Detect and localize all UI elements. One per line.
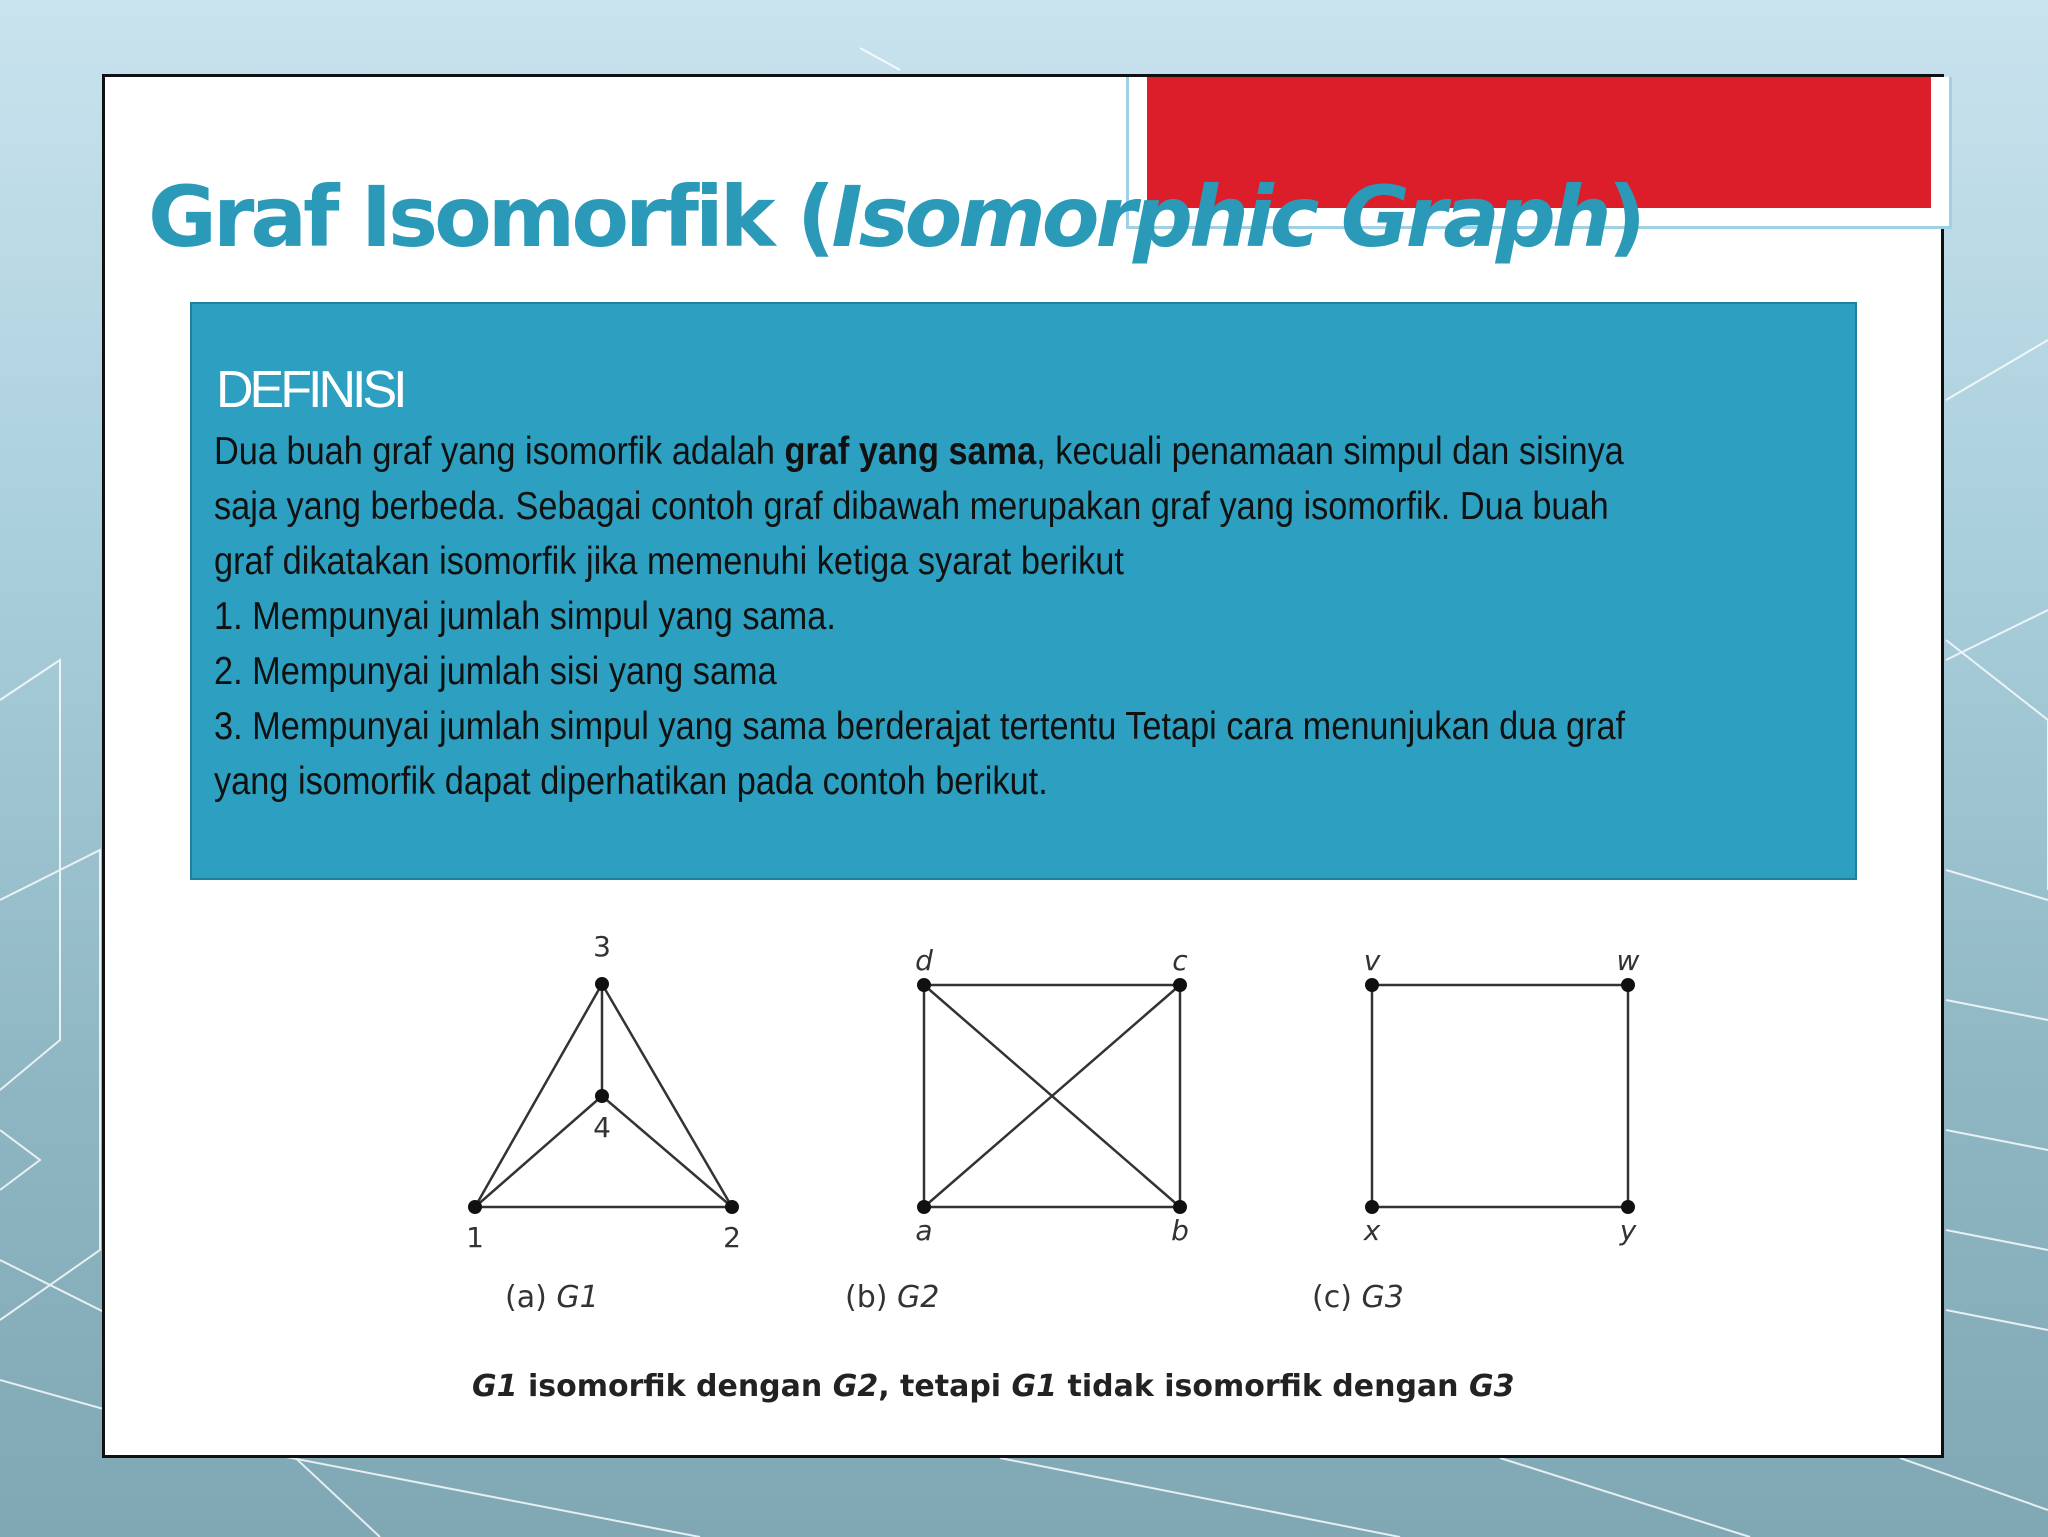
g1-label-3: 3 [593, 930, 611, 963]
g1-vertex-4 [595, 1089, 609, 1103]
g2-vertex-d [917, 978, 931, 992]
definition-line-1 [214, 424, 1622, 479]
definition-heading: DEFINISI [216, 361, 404, 419]
figure-caption: G1 isomorfik dengan G2, tetapi G1 tidak isomorfik dengan G3 [472, 1369, 1515, 1404]
g3-label-v: v [1363, 944, 1381, 977]
definition-box [190, 302, 1857, 880]
title-suffix: ) [1607, 168, 1643, 266]
definition-line-1-start: Dua buah graf yang isomorfik adalah [214, 430, 785, 473]
g3-vertex-w [1621, 978, 1635, 992]
g2-vertex-b [1173, 1200, 1187, 1214]
g1-vertex-2 [725, 1200, 739, 1214]
g1-edge-4-2 [602, 1096, 732, 1207]
graph-g1 [466, 930, 741, 1315]
g2-vertex-c [1173, 978, 1187, 992]
requirement-2: 2. Mempunyai jumlah sisi yang sama [214, 650, 777, 693]
g1-caption: (a) G1 [505, 1280, 599, 1315]
definition-text [214, 424, 1626, 809]
g3-vertex-y [1621, 1200, 1635, 1214]
g2-label-a: a [915, 1214, 933, 1247]
g1-vertex-1 [468, 1200, 482, 1214]
g2-caption: (b) G2 [845, 1280, 940, 1315]
graph-figure [400, 900, 1740, 1440]
g2-label-d: d [915, 944, 933, 977]
definition-line-1-end: , kecuali penamaan simpul dan sisinya [1036, 430, 1624, 473]
g3-label-y: y [1619, 1214, 1637, 1247]
g3-caption: (c) G3 [1312, 1280, 1404, 1315]
g1-label-1: 1 [466, 1221, 484, 1254]
graph-g2 [845, 944, 1189, 1315]
requirement-3-line-2: yang isomorfik dapat diperhatikan pada contoh berikut. [214, 760, 1048, 803]
g1-edge-3-2 [602, 984, 732, 1207]
g1-label-2: 2 [723, 1221, 741, 1254]
definition-line-1-bold: graf yang sama [784, 430, 1037, 473]
slide-title [148, 168, 1642, 266]
g3-label-w: w [1616, 944, 1640, 977]
definition-line-3: graf dikatakan isomorfik jika memenuhi ketiga syarat berikut [214, 540, 1124, 583]
g1-edge-3-1 [475, 984, 602, 1207]
g3-vertex-x [1365, 1200, 1379, 1214]
g1-edge-4-1 [475, 1096, 602, 1207]
requirement-3-line-1: 3. Mempunyai jumlah simpul yang sama berderajat tertentu Tetapi cara menunjukan dua graf [214, 705, 1626, 748]
title-italic: Isomorphic Graph [831, 168, 1608, 266]
g3-label-x: x [1363, 1214, 1381, 1247]
g2-label-b: b [1171, 1214, 1189, 1247]
graph-g3 [1312, 944, 1640, 1315]
requirement-1: 1. Mempunyai jumlah simpul yang sama. [214, 595, 836, 638]
g2-vertex-a [917, 1200, 931, 1214]
g2-label-c: c [1172, 944, 1188, 977]
g1-label-4: 4 [593, 1111, 611, 1144]
title-prefix: Graf Isomorfik ( [148, 168, 832, 266]
definition-line-2: saja yang berbeda. Sebagai contoh graf dibawah merupakan graf yang isomorfik. Dua buah [214, 485, 1609, 528]
g1-vertex-3 [595, 977, 609, 991]
g3-vertex-v [1365, 978, 1379, 992]
